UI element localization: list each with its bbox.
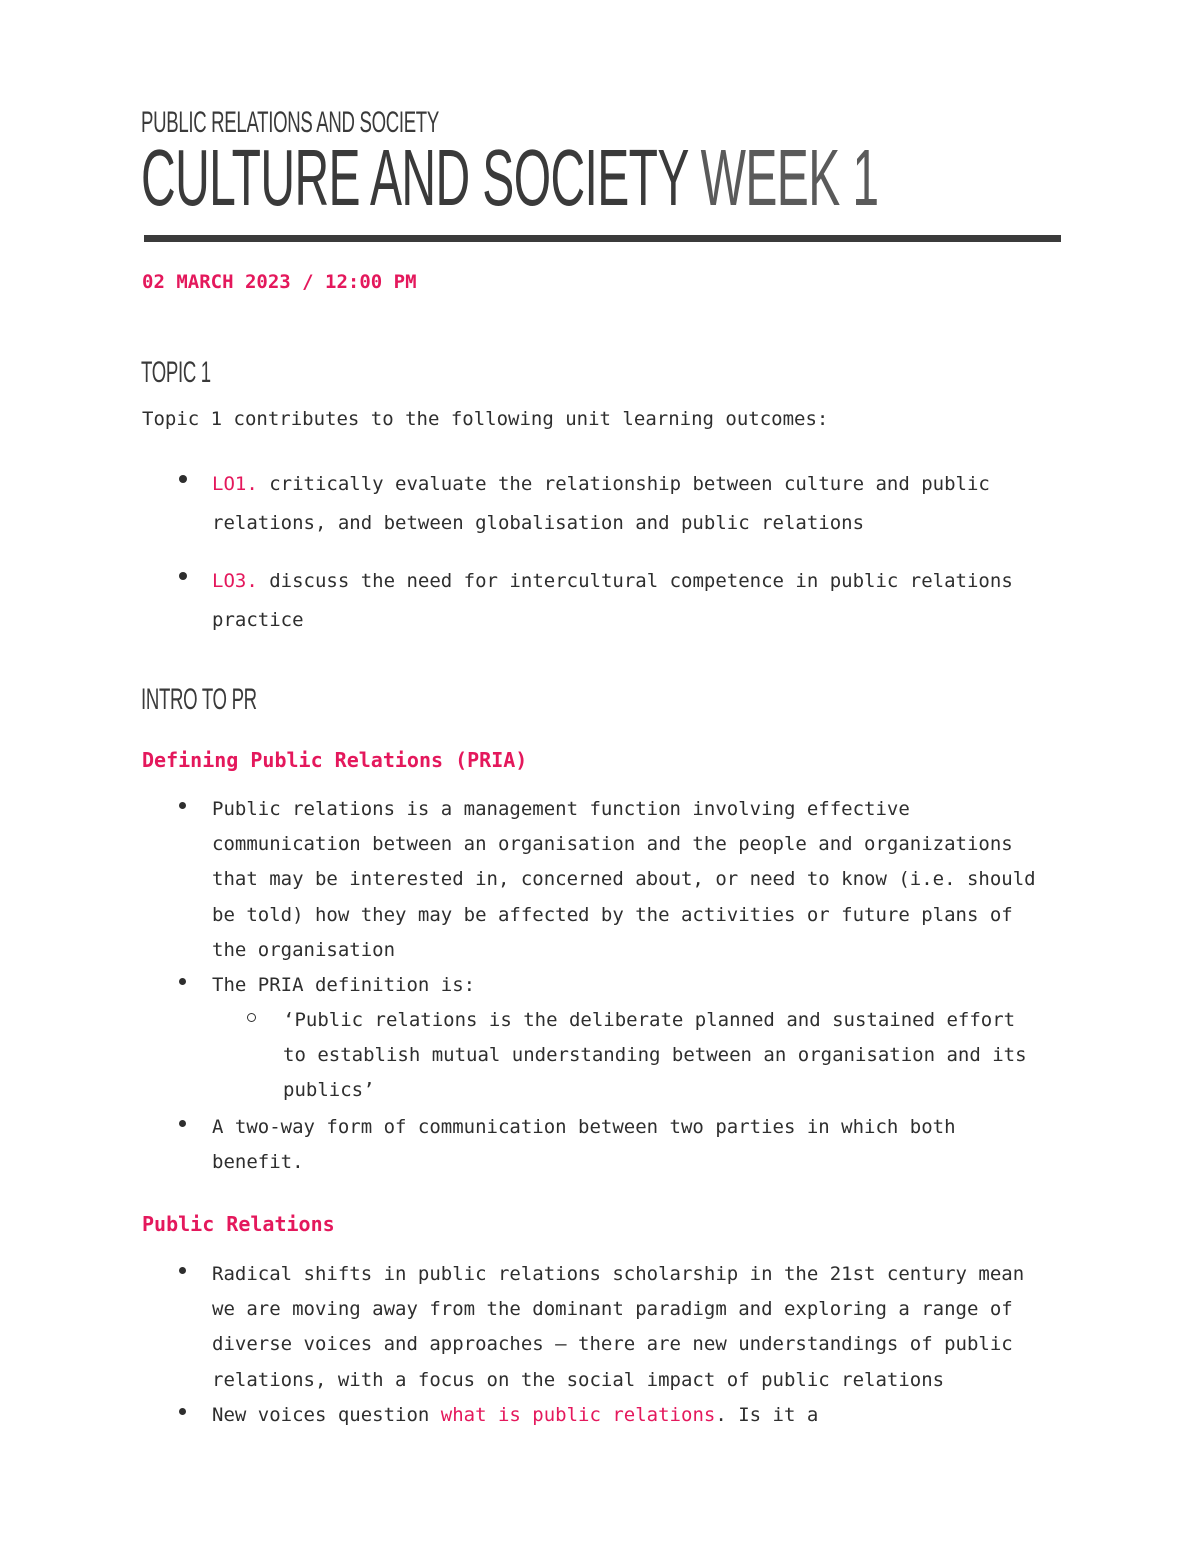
list-line: communication between an organisation and the people and organizations	[212, 833, 1013, 856]
list-text: . Is it a	[715, 1404, 819, 1426]
list-line: Public relations is a management function involving effective	[212, 798, 910, 820]
highlight-text: what is public relations	[440, 1404, 716, 1426]
list-line: benefit.	[212, 1151, 304, 1174]
list-line: that may be interested in, concerned about, or need to know (i.e. should	[212, 868, 1036, 891]
date-time: 02 MARCH 2023 / 12:00 PM	[142, 271, 417, 293]
list-line: to establish mutual understanding between an organisation and its	[283, 1044, 1027, 1067]
list-text: New voices question	[212, 1404, 441, 1426]
outcome-text: discuss the need for intercultural competence in public relations	[269, 570, 1013, 592]
title-week: WEEK 1	[700, 133, 879, 222]
list-line: publics’	[283, 1079, 375, 1102]
list-item	[212, 968, 1092, 1003]
list-line: be told) how they may be affected by the activities or future plans of	[212, 903, 1013, 926]
list-line	[212, 1398, 1092, 1433]
list-item	[212, 1110, 1092, 1180]
list-item	[212, 1257, 1092, 1398]
outcome-line: practice	[212, 609, 304, 631]
outcome-code: LO1.	[212, 473, 258, 495]
title-divider	[144, 235, 1061, 242]
bullet-icon	[179, 572, 187, 580]
intro-heading: INTRO TO PR	[141, 683, 257, 716]
list-line: Radical shifts in public relations scholarship in the 21st century mean	[212, 1263, 1025, 1285]
learning-outcome-lo1	[212, 465, 1092, 543]
list-line: ‘Public relations is the deliberate planned and sustained effort	[283, 1009, 1016, 1031]
list-line: we are moving away from the dominant paradigm and exploring a range of	[212, 1298, 1013, 1321]
page-title	[141, 133, 879, 222]
list-line: A two-way form of communication between two parties in which both	[212, 1116, 956, 1138]
list-line: The PRIA definition is:	[212, 974, 476, 996]
bullet-icon	[179, 1267, 186, 1274]
outcome-text: critically evaluate the relationship between culture and public	[269, 473, 990, 495]
learning-outcome-lo3	[212, 562, 1092, 640]
outcome-line: relations, and between globalisation and public relations	[212, 512, 865, 534]
course-subtitle: PUBLIC RELATIONS AND SOCIETY	[141, 106, 439, 139]
public-relations-heading: Public Relations	[142, 1212, 335, 1236]
list-line: relations, with a focus on the social impact of public relations	[212, 1368, 945, 1391]
bullet-icon	[179, 1120, 186, 1127]
outcome-code: LO3.	[212, 570, 258, 592]
bullet-icon	[179, 475, 187, 483]
title-main: CULTURE AND SOCIETY	[141, 133, 688, 222]
list-line: the organisation	[212, 938, 396, 961]
list-item	[212, 792, 1092, 968]
sub-bullet-icon	[247, 1013, 256, 1022]
sub-list-item	[283, 1003, 1083, 1109]
bullet-icon	[179, 978, 186, 985]
bullet-icon	[179, 1408, 186, 1415]
bullet-icon	[179, 802, 186, 809]
list-item	[212, 1398, 1092, 1433]
outcome-line	[212, 562, 1092, 601]
topic-intro: Topic 1 contributes to the following unit learning outcomes:	[142, 408, 829, 430]
defining-pr-heading: Defining Public Relations (PRIA)	[142, 748, 528, 772]
list-line: diverse voices and approaches – there are new understandings of public	[212, 1333, 1013, 1356]
topic-heading: TOPIC 1	[141, 356, 211, 389]
outcome-line	[212, 465, 1092, 504]
